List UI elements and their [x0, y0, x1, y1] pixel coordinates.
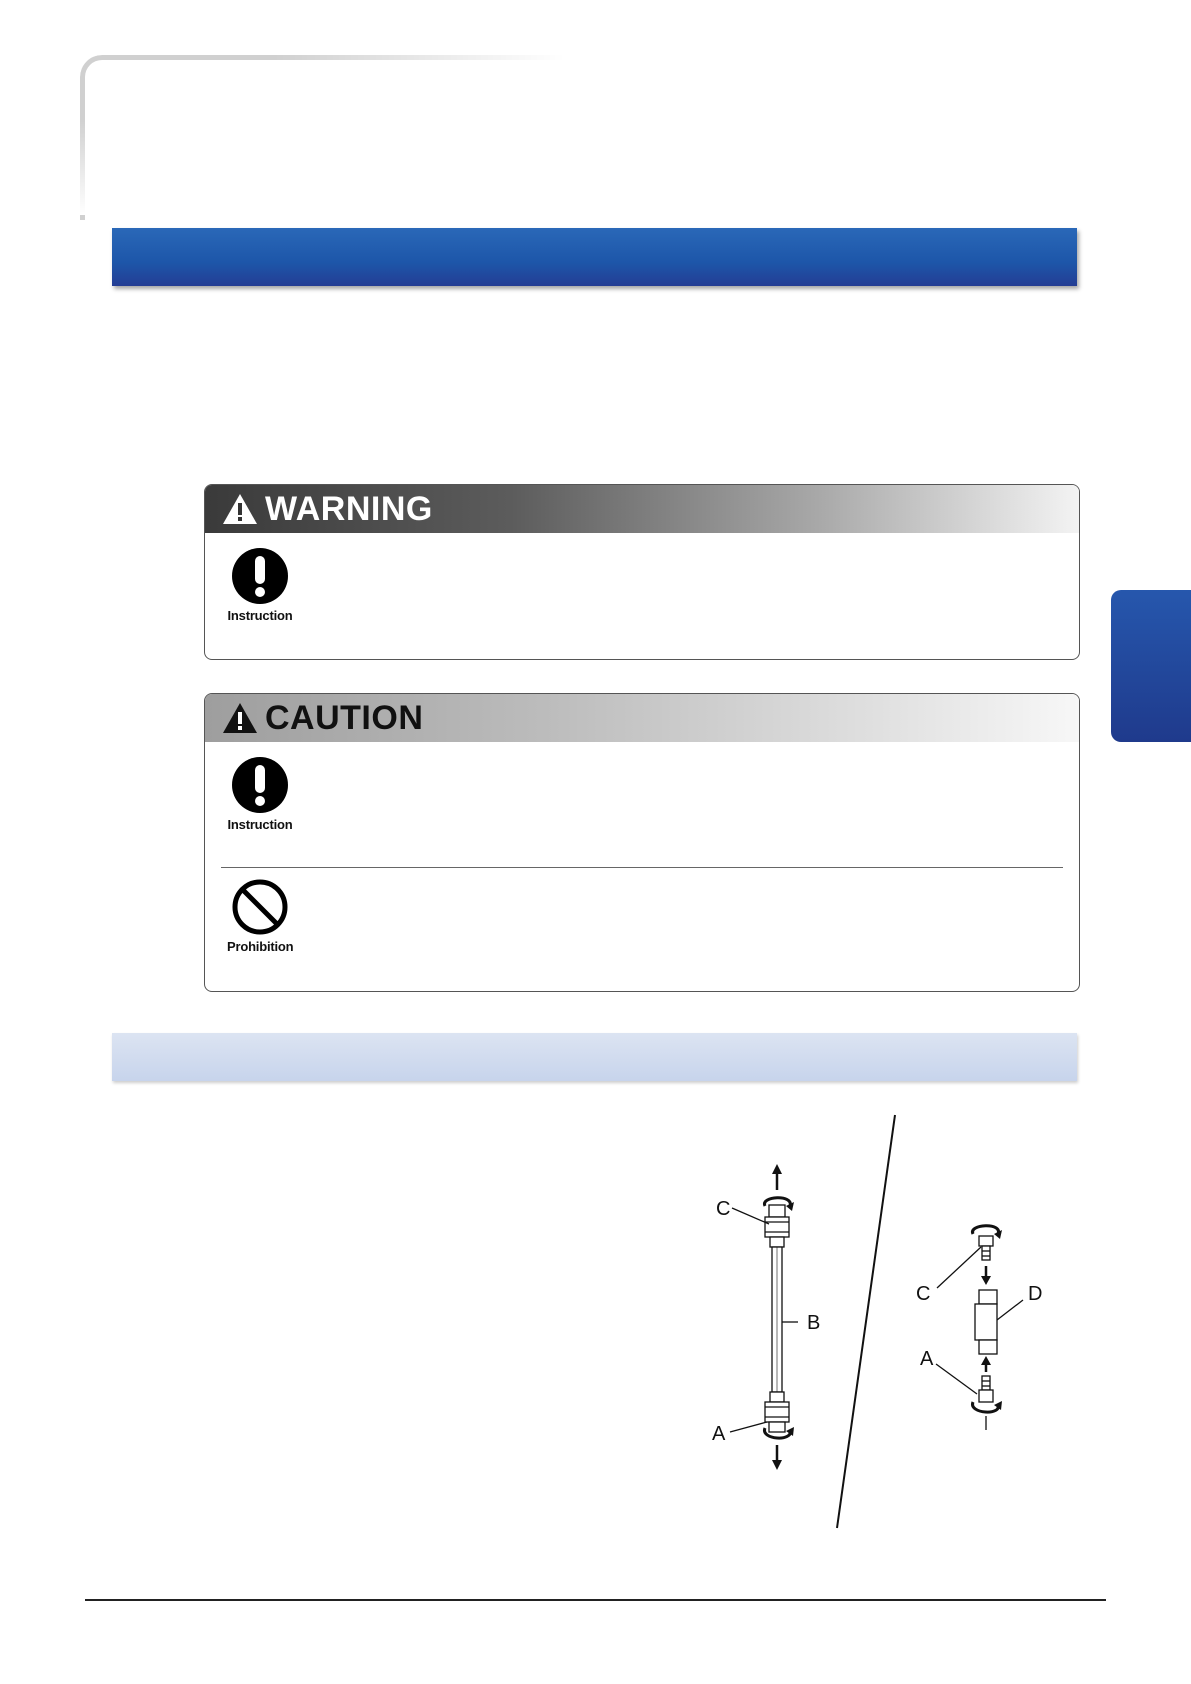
warning-row [205, 533, 1079, 653]
page-corner-decoration [80, 55, 565, 220]
chapter-side-tab [1111, 590, 1191, 742]
column-fitting-figure [690, 1110, 1090, 1530]
label-b: B [807, 1312, 821, 1334]
column-assembly [764, 1164, 794, 1470]
instruction-caption: Instruction [227, 817, 293, 832]
prohibition-icon [231, 878, 289, 936]
caution-row-prohibition [205, 868, 1079, 988]
caution-box [204, 693, 1080, 992]
figure-divider-line [837, 1115, 895, 1528]
warning-header [205, 485, 1079, 533]
instruction-caption: Instruction [227, 608, 293, 623]
label-d: D [1028, 1283, 1043, 1305]
prohibition-caption: Prohibition [227, 939, 294, 954]
subsection-header-bar [112, 1033, 1077, 1081]
union-assembly [973, 1226, 1002, 1430]
label-a-right: A [920, 1348, 934, 1370]
mandatory-exclamation-icon [231, 547, 289, 605]
caution-header [205, 694, 1079, 742]
warning-box [204, 484, 1080, 660]
warning-triangle-icon [221, 492, 259, 526]
caution-heading: CAUTION [265, 698, 424, 737]
warning-triangle-icon [221, 701, 259, 735]
mandatory-exclamation-icon [231, 756, 289, 814]
label-a-left: A [712, 1423, 726, 1445]
warning-heading: WARNING [265, 489, 433, 528]
section-header-bar [112, 228, 1077, 286]
label-c-right: C [916, 1283, 931, 1305]
label-c-left: C [716, 1198, 731, 1220]
caution-row-instruction [205, 742, 1079, 862]
footer-rule [85, 1599, 1106, 1601]
